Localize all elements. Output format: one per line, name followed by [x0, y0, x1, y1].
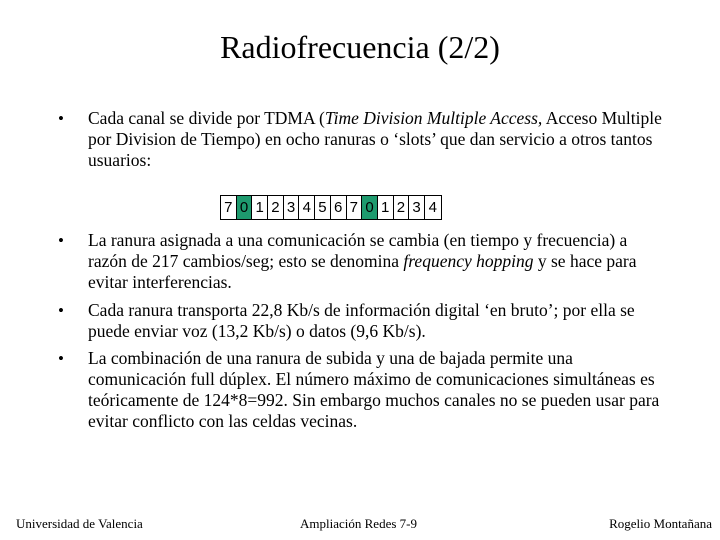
- bullet-text-part: Acceso Multiple por Division de Tiempo) en ocho ranuras o ‘slots’ que dan servicio a otros tantos usuarios:: [88, 108, 662, 170]
- slot-cell: 0: [237, 196, 253, 219]
- footer-author: Rogelio Montañana: [609, 516, 712, 531]
- bullet-marker: •: [58, 301, 64, 320]
- bullet-hopping: [58, 230, 670, 293]
- bullet-text: La combinación de una ranura de subida y una de bajada permite una comunicación full dúplex. El número máximo de comunicaciones simultáneas es teóricamente de 124*8=992. Sin embargo muchos canales no se pueden usar para evitar conflicto con las celdas vecinas.: [88, 348, 660, 431]
- bullet-text-part: y se hace para evitar interferencias.: [88, 251, 637, 292]
- bullet-text-part: La ranura asignada a una comunicación se cambia (en tiempo y frecuencia) a razón de 217 cambios/seg; esto se denomina: [88, 230, 628, 271]
- bullet-text: [88, 108, 670, 171]
- slot-cell: 3: [284, 196, 300, 219]
- slot-strip: [220, 195, 442, 220]
- bullet-duplex: [58, 348, 670, 432]
- bullet-text-part: Cada canal se divide por TDMA (: [88, 108, 325, 128]
- footer-university: Universidad de Valencia: [16, 516, 143, 531]
- slot-cell: 3: [409, 196, 425, 219]
- bullet-text: [88, 230, 670, 293]
- slot-cell: 6: [331, 196, 347, 219]
- slot-cell: 0: [362, 196, 378, 219]
- bullet-text-italic: frequency hopping: [403, 251, 534, 271]
- slot-cell: 7: [347, 196, 363, 219]
- slot-cell: 1: [252, 196, 268, 219]
- bullet-marker: •: [58, 231, 64, 250]
- bullet-marker: •: [58, 349, 64, 368]
- slot-cell: 2: [268, 196, 284, 219]
- bullet-text: Cada ranura transporta 22,8 Kb/s de información digital ‘en bruto’; por ella se puede enviar voz (13,2 Kb/s) o datos (9,6 Kb/s).: [88, 300, 635, 341]
- slot-cell: 4: [428, 199, 437, 216]
- slot-cell: 1: [378, 196, 394, 219]
- footer-course: Ampliación Redes 7-9: [300, 516, 417, 531]
- slide-title: Radiofrecuencia (2/2): [220, 29, 500, 65]
- slot-cell: 2: [394, 196, 410, 219]
- bullet-text-italic: Time Division Multiple Access,: [324, 108, 543, 128]
- bullet-marker: •: [58, 109, 64, 128]
- slot-cell: 5: [315, 196, 331, 219]
- slot-cell: 7: [221, 196, 237, 219]
- bullet-tdma: [58, 108, 670, 171]
- bullet-bitrate: [58, 300, 670, 342]
- slot-cell: 4: [299, 196, 315, 219]
